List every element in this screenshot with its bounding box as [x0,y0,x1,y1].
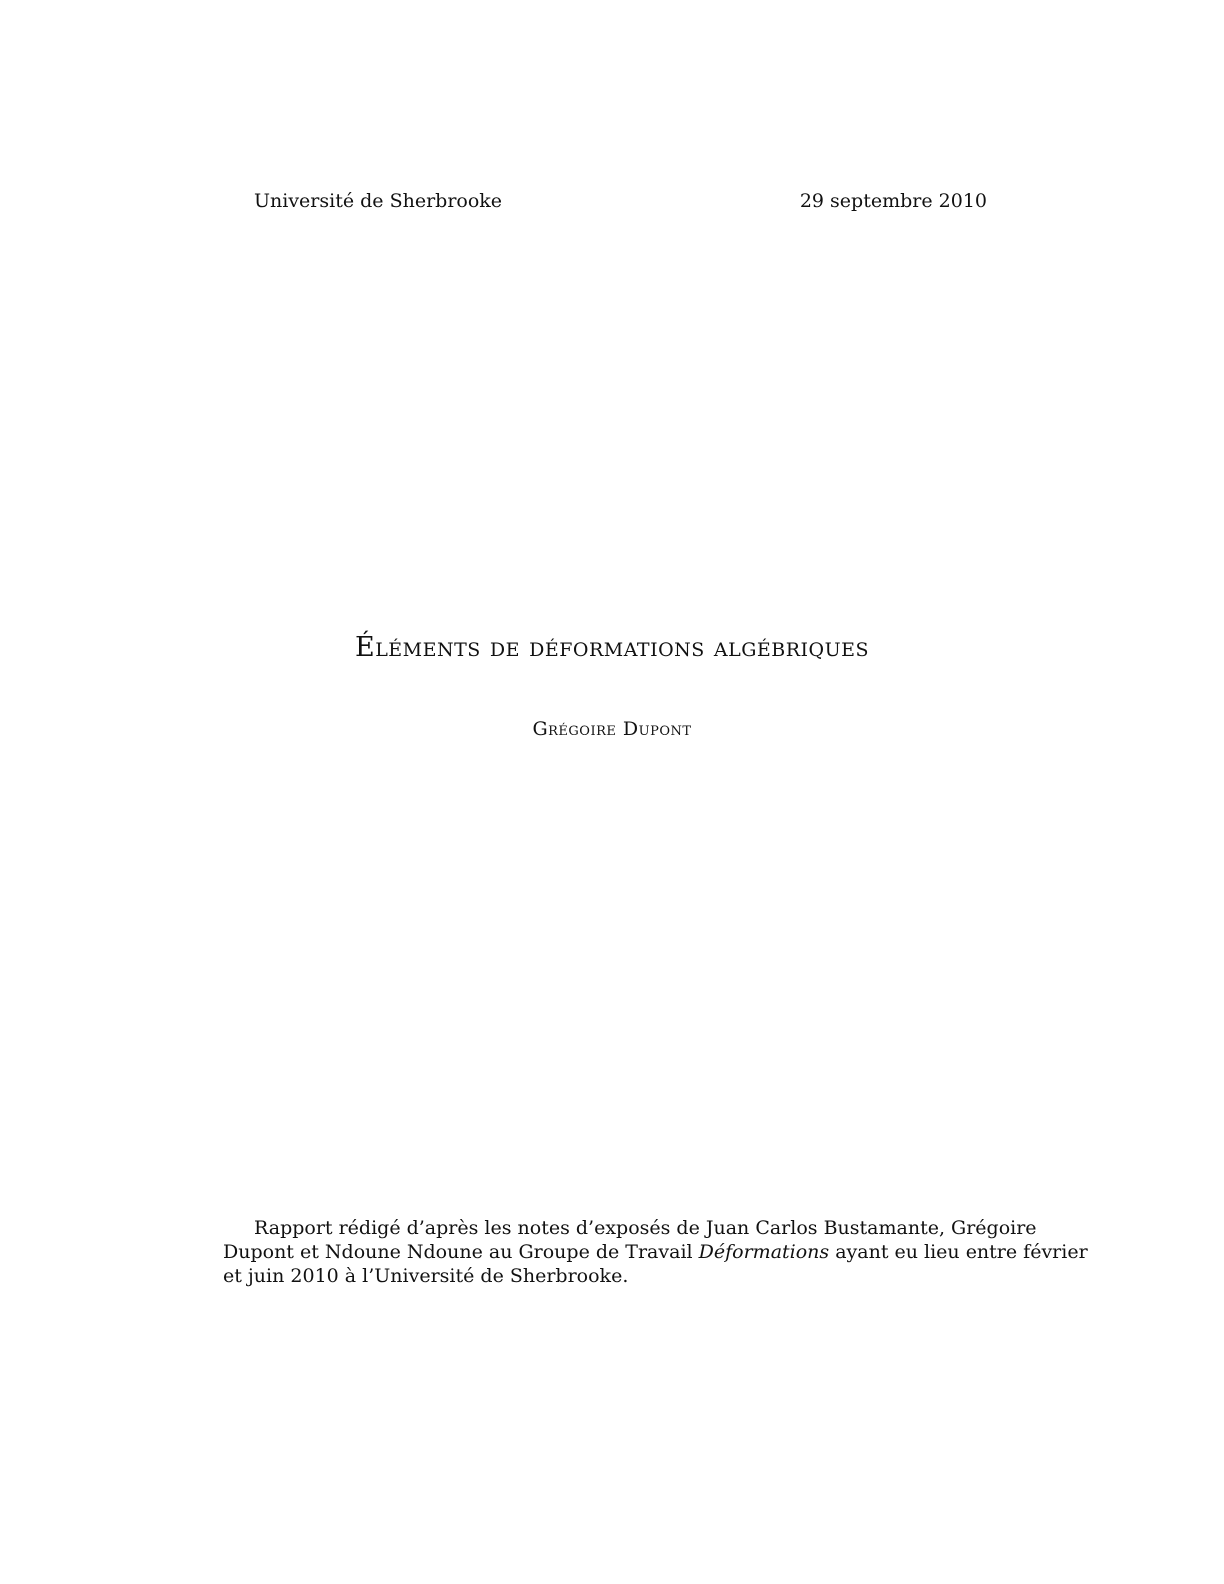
abstract-line-3: et juin 2010 à l’Université de Sherbrooke. [223,1265,629,1287]
header-institution: Université de Sherbrooke [254,190,503,212]
abstract-line-1: Rapport rédigé d’après les notes d’exposés de Juan Carlos Bustamante, Grégoire [254,1217,1037,1239]
abstract-line-2-start: Dupont et Ndoune Ndoune au Groupe de Travail [223,1241,699,1263]
header-date: 29 septembre 2010 [799,190,987,212]
document-title: Éléments de déformations algébriques [354,632,870,663]
abstract-line-2 [223,1240,1088,1264]
abstract-paragraph [223,1216,1088,1288]
document-author: Grégoire Dupont [532,718,692,740]
abstract-line-2-end: ayant eu lieu entre février [829,1241,1088,1263]
abstract-emphasis-deformations: Déformations [698,1241,830,1263]
